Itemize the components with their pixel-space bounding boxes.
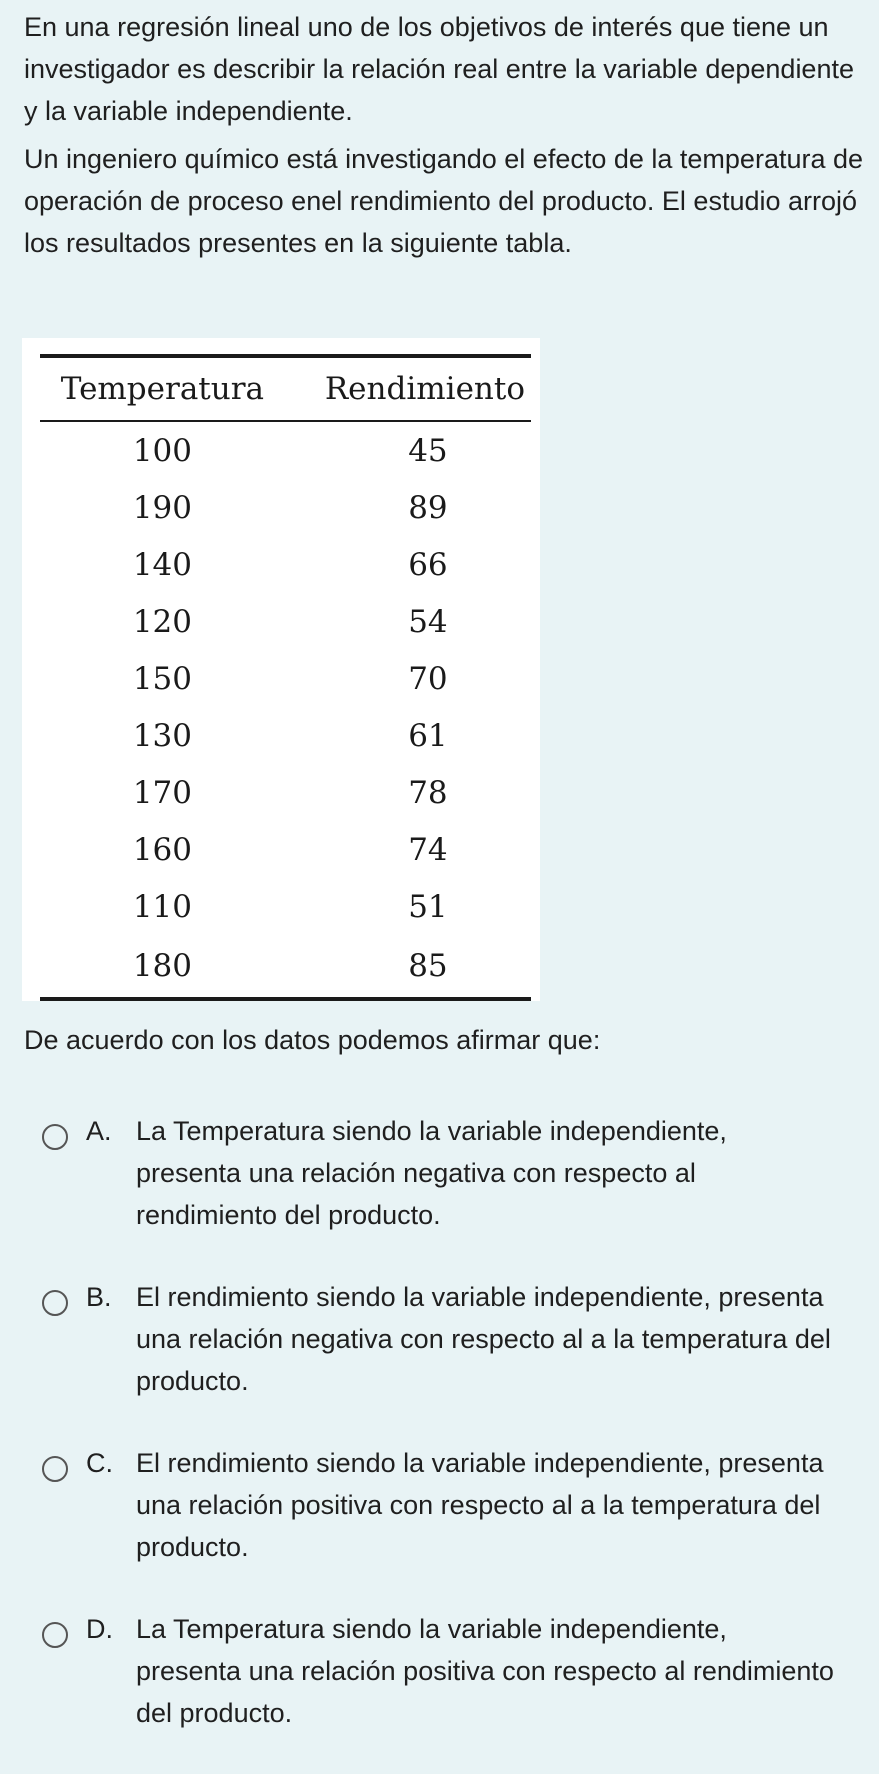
cell-rendimiento: 54 — [408, 603, 448, 640]
option-letter: D. — [86, 1614, 113, 1644]
cell-temperatura: 100 — [132, 432, 192, 469]
option-text: La Temperatura siendo la variable independiente, presenta una relación negativa con respecto al rendimiento del producto. — [136, 1116, 727, 1230]
answer-options — [42, 1110, 862, 1774]
option-b[interactable] — [42, 1276, 862, 1442]
cell-rendimiento: 85 — [408, 948, 448, 984]
header-rendimiento: Rendimiento — [285, 356, 531, 421]
option-text: La Temperatura siendo la variable independiente, presenta una relación positiva con respecto al rendimiento del producto. — [136, 1614, 834, 1728]
cell-rendimiento: 61 — [408, 717, 448, 754]
table-row — [40, 536, 531, 593]
cell-rendimiento: 78 — [408, 774, 448, 811]
radio-button-icon[interactable] — [42, 1290, 68, 1316]
table-row — [40, 821, 531, 878]
table-row — [40, 707, 531, 764]
radio-button-icon[interactable] — [42, 1456, 68, 1482]
data-table-image — [22, 338, 540, 1001]
question-paragraph-2: Un ingeniero químico está investigando el efecto de la temperatura de operación de proceso enel rendimiento del producto. El estudio arrojó los resultados presentes en la siguiente tabla. — [24, 144, 864, 258]
table-row — [40, 935, 531, 999]
question-paragraph-1: En una regresión lineal uno de los objetivos de interés que tiene un investigador es describir la relación real entre la variable dependiente y la variable independiente. — [24, 12, 854, 126]
answer-prompt: De acuerdo con los datos podemos afirmar que: — [24, 1025, 601, 1055]
option-c[interactable] — [42, 1442, 862, 1608]
cell-rendimiento: 74 — [408, 831, 448, 868]
cell-temperatura: 170 — [132, 774, 192, 811]
table-row — [40, 764, 531, 821]
data-table — [40, 354, 531, 1001]
cell-temperatura: 160 — [132, 831, 192, 868]
cell-temperatura: 150 — [132, 660, 192, 697]
radio-button-icon[interactable] — [42, 1622, 68, 1648]
table-row — [40, 421, 531, 479]
radio-button-icon[interactable] — [42, 1124, 68, 1150]
table-row — [40, 593, 531, 650]
table-row — [40, 878, 531, 935]
question-text — [24, 6, 864, 270]
table-row — [40, 650, 531, 707]
cell-rendimiento: 66 — [408, 546, 448, 583]
option-d[interactable] — [42, 1608, 862, 1774]
option-letter: A. — [86, 1116, 112, 1146]
option-text: El rendimiento siendo la variable independiente, presenta una relación negativa con respecto al a la temperatura del producto. — [136, 1282, 831, 1396]
header-temperatura: Temperatura — [40, 356, 285, 421]
cell-rendimiento: 45 — [408, 432, 448, 469]
cell-temperatura: 110 — [132, 888, 192, 925]
option-letter: B. — [86, 1282, 112, 1312]
cell-rendimiento: 89 — [408, 489, 448, 526]
table-header-row — [40, 356, 531, 421]
cell-temperatura: 180 — [132, 948, 192, 984]
option-text: El rendimiento siendo la variable independiente, presenta una relación positiva con respecto al a la temperatura del producto. — [136, 1448, 824, 1562]
option-letter: C. — [86, 1448, 113, 1478]
cell-temperatura: 130 — [132, 717, 192, 754]
cell-temperatura: 120 — [132, 603, 192, 640]
cell-rendimiento: 51 — [408, 888, 448, 925]
cell-temperatura: 190 — [132, 489, 192, 526]
option-a[interactable] — [42, 1110, 862, 1276]
cell-temperatura: 140 — [132, 546, 192, 583]
cell-rendimiento: 70 — [408, 660, 448, 697]
table-row — [40, 479, 531, 536]
